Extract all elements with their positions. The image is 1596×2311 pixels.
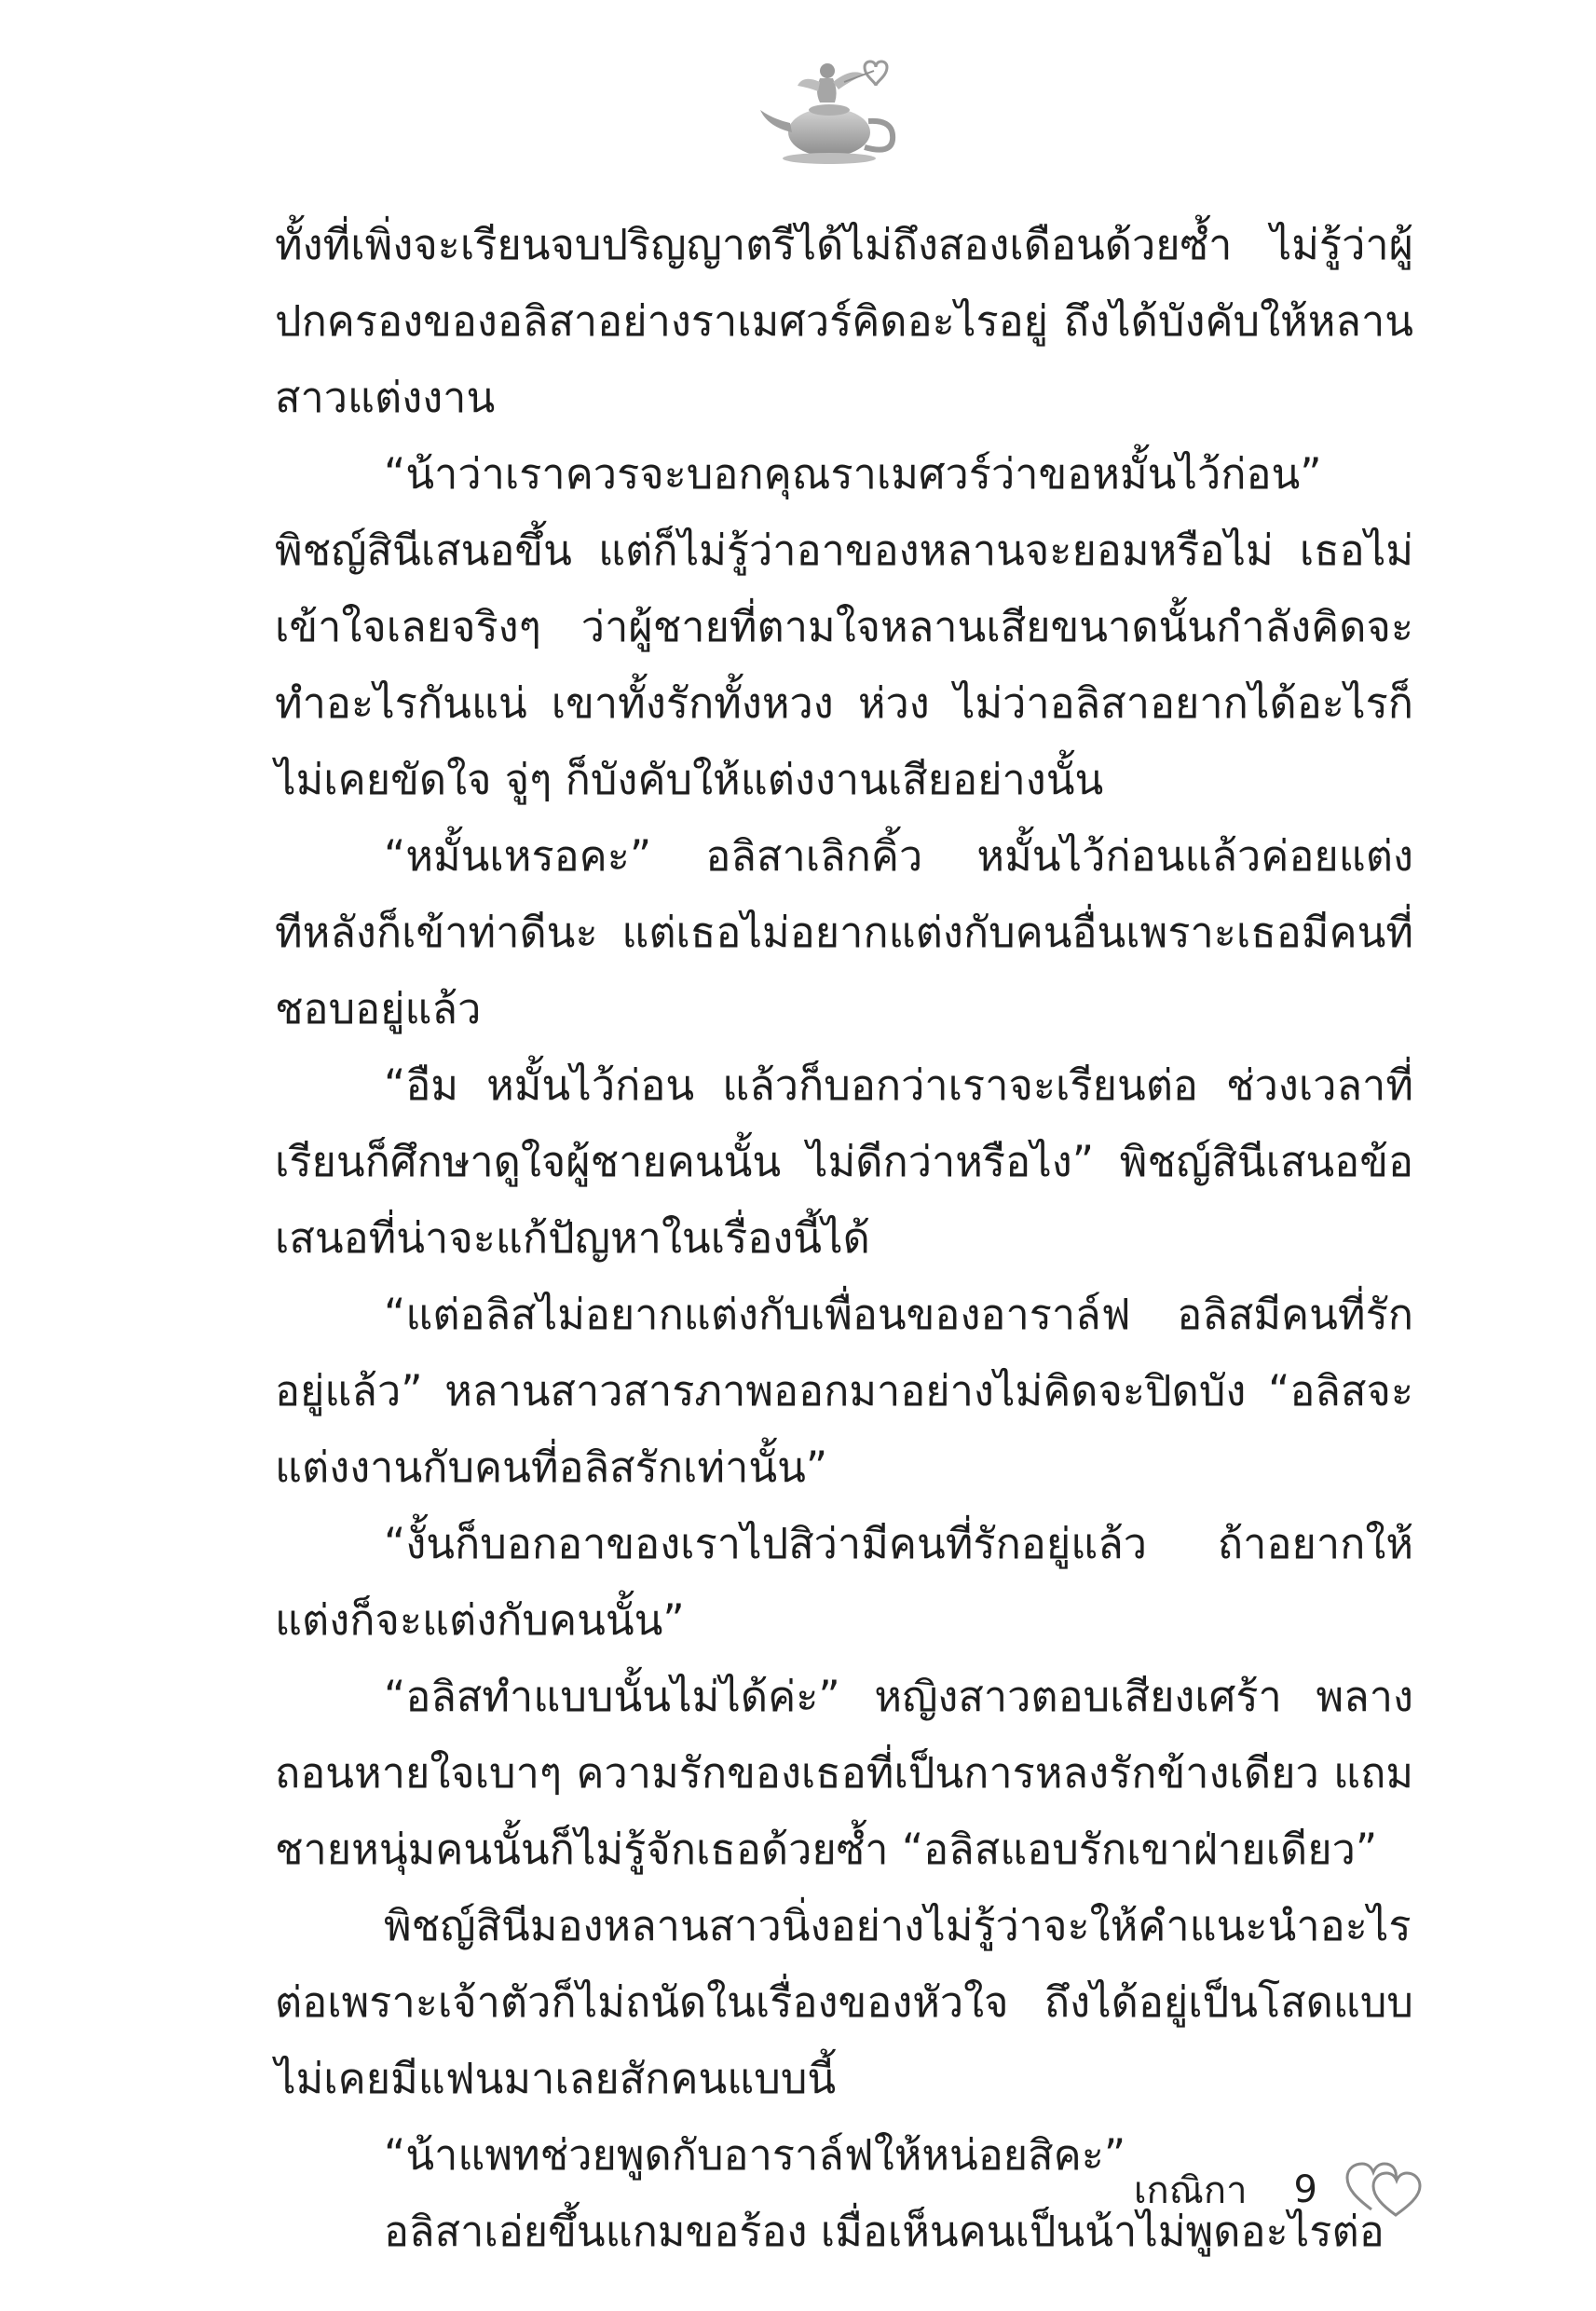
book-title: เกณิกา xyxy=(1133,2169,1248,2212)
body-text xyxy=(275,207,1413,2270)
paragraph: “น้าแพทช่วยพูดกับอาราล์ฟให้หน่อยสิคะ” xyxy=(384,2130,1126,2180)
paragraph: “อืม หมั้นไว้ก่อน แล้วก็บอกว่าเราจะเรียนต่อ ช่วงเวลาที่เรียนก็ศึกษาดูใจผู้ชายคนนั้น ไม่ดีกว่าหรือไง” พิชญ์สินีเสนอข้อเสนอที่น่าจะแก้ปัญหาในเรื่องนี้ได้ xyxy=(275,1060,1413,1263)
paragraph: “หมั้นเหรอคะ” อลิสาเลิกคิ้ว หมั้นไว้ก่อนแล้วค่อยแต่งทีหลังก็เข้าท่าดีนะ แต่เธอไม่อยากแต่งกับคนอื่นเพราะเธอมีคนที่ชอบอยู่แล้ว xyxy=(275,831,1413,1033)
paragraph: พิชญ์สินีมองหลานสาวนิ่งอย่างไม่รู้ว่าจะให้คำแนะนำอะไรต่อเพราะเจ้าตัวก็ไม่ถนัดในเรื่องของหัวใจ ถึงได้อยู่เป็นโสดแบบไม่เคยมีแฟนมาเลยสักคนแบบนี้ xyxy=(275,1901,1413,2103)
page-footer xyxy=(1090,2153,1425,2227)
page-number: 9 xyxy=(1293,2168,1317,2211)
paragraph: “แต่อลิสไม่อยากแต่งกับเพื่อนของอาราล์ฟ อลิสมีคนที่รักอยู่แล้ว” หลานสาวสารภาพออกมาอย่างไม่คิดจะปิดบัง “อลิสจะแต่งงานกับคนที่อลิสรักเท่านั้น” xyxy=(275,1290,1413,1492)
paragraph: ทั้งที่เพิ่งจะเรียนจบปริญญาตรีได้ไม่ถึงสองเดือนด้วยซ้ำ ไม่รู้ว่าผู้ปกครองของอลิสาอย่างราเมศวร์คิดอะไรอยู่ ถึงได้บังคับให้หลานสาวแต่งงาน xyxy=(275,220,1413,422)
teapot-cupid-emblem-icon xyxy=(755,54,904,171)
two-hearts-icon xyxy=(1344,2161,1425,2219)
paragraph: “งั้นก็บอกอาของเราไปสิว่ามีคนที่รักอยู่แล้ว ถ้าอยากให้แต่งก็จะแต่งกับคนนั้น” xyxy=(275,1519,1413,1645)
paragraph: อลิสาเอ่ยขึ้นแกมขอร้อง เมื่อเห็นคนเป็นน้าไม่พูดอะไรต่อ xyxy=(384,2207,1385,2256)
paragraph: “อลิสทำแบบนั้นไม่ได้ค่ะ” หญิงสาวตอบเสียงเศร้า พลางถอนหายใจเบาๆ ความรักของเธอที่เป็นการหลงรักข้างเดียว แถมชายหนุ่มคนนั้นก็ไม่รู้จักเธอด้วยซ้ำ “อลิสแอบรักเขาฝ่ายเดียว” xyxy=(275,1672,1413,1874)
paragraph: “น้าว่าเราควรจะบอกคุณราเมศวร์ว่าขอหมั้นไว้ก่อน” พิชญ์สินีเสนอขึ้น แต่ก็ไม่รู้ว่าอาของหลานจะยอมหรือไม่ เธอไม่เข้าใจเลยจริงๆ ว่าผู้ชายที่ตามใจหลานเสียขนาดนั้นกำลังคิดจะทำอะไรกันแน่ เขาทั้งรักทั้งหวง ห่วง ไม่ว่าอลิสาอยากได้อะไรก็ไม่เคยขัดใจ จู่ๆ ก็บังคับให้แต่งงานเสียอย่างนั้น xyxy=(275,449,1413,804)
